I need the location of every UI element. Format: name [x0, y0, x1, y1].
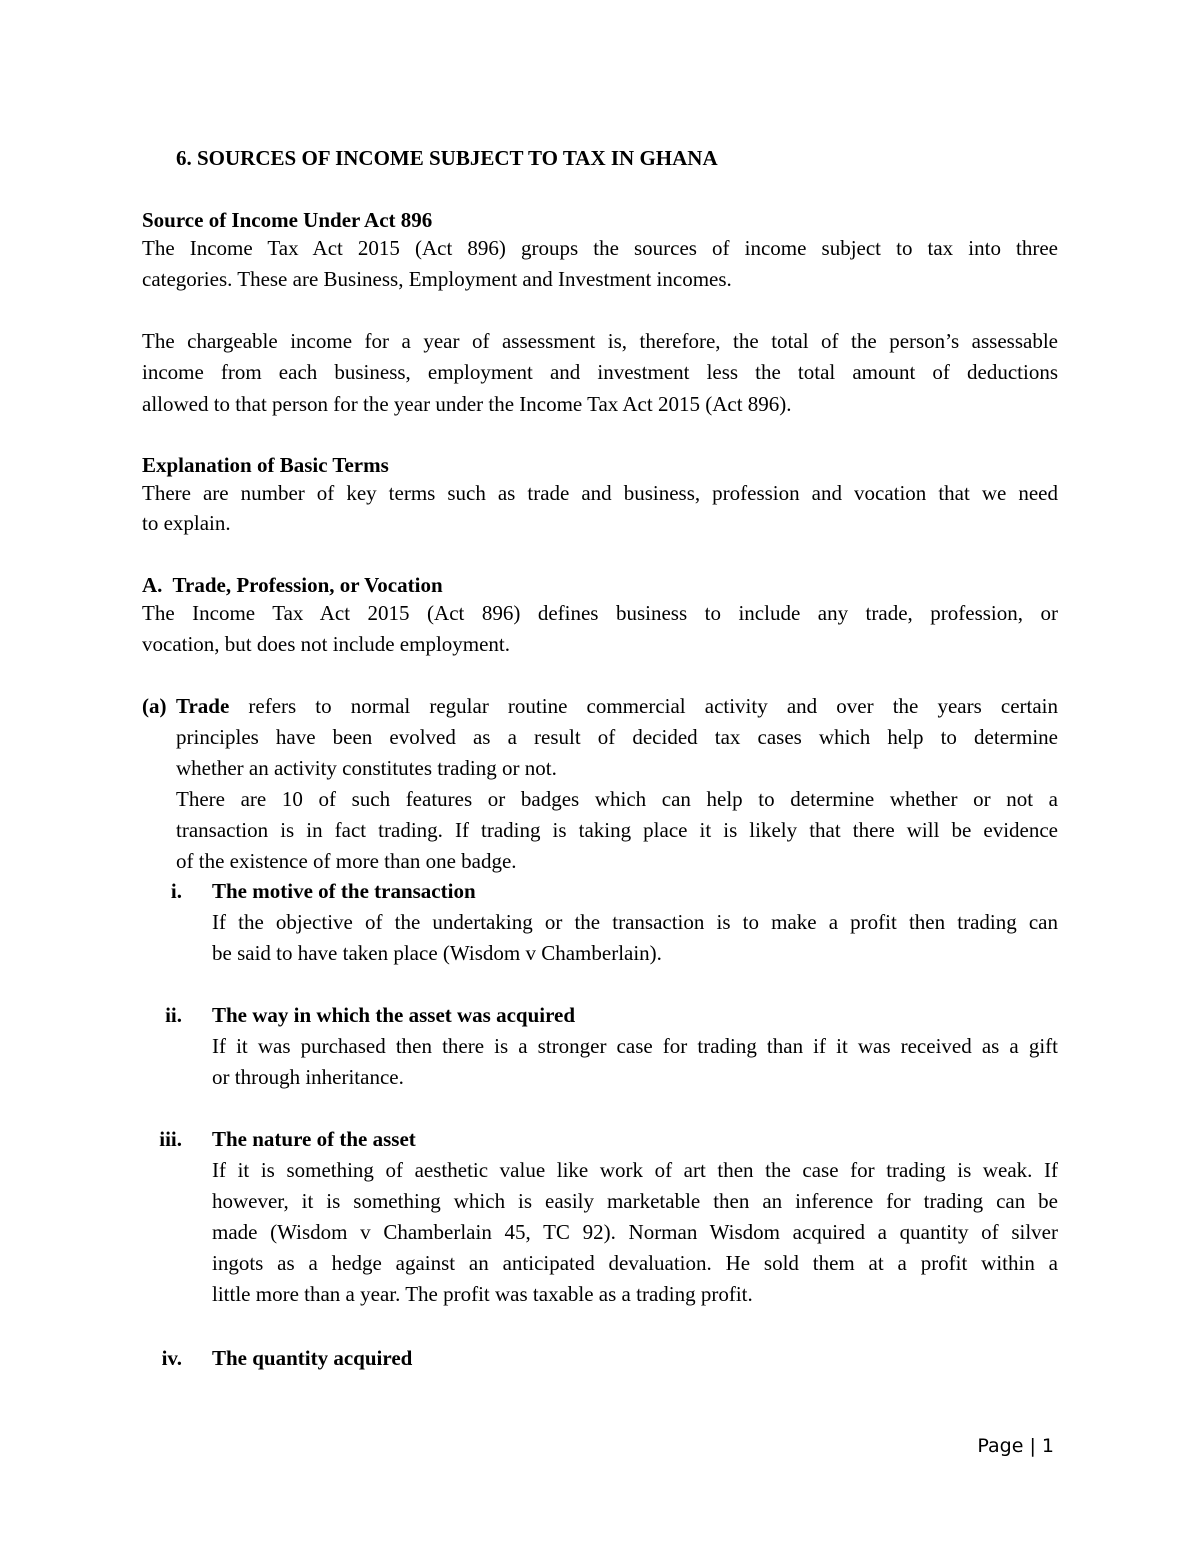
section-heading-text: Trade, Profession, or Vocation: [172, 573, 443, 597]
paragraph-line: The Income Tax Act 2015 (Act 896) defines business to include any trade, profession, or: [142, 601, 1058, 625]
list-item-line: There are 10 of such features or badges which can help to determine whether or not a: [176, 787, 1058, 811]
list-item-line: [176, 692, 1058, 720]
badge-heading: The quantity acquired: [212, 1346, 413, 1370]
badge-text-line: be said to have taken place (Wisdom v Chamberlain).: [212, 941, 662, 965]
paragraph-line: to explain.: [142, 511, 231, 535]
paragraph-line: The Income Tax Act 2015 (Act 896) groups the sources of income subject to tax into three: [142, 236, 1058, 260]
page-number: 1: [1041, 1435, 1054, 1457]
list-item-line: transaction is in fact trading. If trading is taking place it is likely that there will be evidence: [176, 818, 1058, 842]
badge-heading: The way in which the asset was acquired: [212, 1003, 576, 1027]
badge-numeral: iv.: [161, 1346, 182, 1370]
badge-numeral: ii.: [165, 1003, 182, 1027]
badge-heading: The motive of the transaction: [212, 879, 476, 903]
badge-text-line: If the objective of the undertaking or the transaction is to make a profit then trading can: [212, 910, 1058, 934]
paragraph-line: The chargeable income for a year of assessment is, therefore, the total of the person’s assessable: [142, 329, 1058, 353]
paragraph-line: vocation, but does not include employment.: [142, 632, 511, 656]
page-footer: [977, 1432, 1054, 1460]
section-heading-trade: [142, 571, 1058, 599]
badge-text-line: If it is something of aesthetic value like work of art then the case for trading is weak. If: [212, 1158, 1058, 1182]
paragraph-line: categories. These are Business, Employment and Investment incomes.: [142, 267, 732, 291]
badge-heading: The nature of the asset: [212, 1127, 416, 1151]
badge-text-line: ingots as a hedge against an anticipated devaluation. He sold them at a profit within a: [212, 1251, 1058, 1275]
list-item-line: whether an activity constitutes trading or not.: [176, 756, 557, 780]
badge-text-line: however, it is something which is easily marketable then an inference for trading can be: [212, 1189, 1058, 1213]
term-label: Trade: [176, 694, 230, 718]
section-heading-basic-terms: Explanation of Basic Terms: [142, 453, 389, 477]
paragraph-line: There are number of key terms such as trade and business, profession and vocation that we need: [142, 481, 1058, 505]
section-heading-source-of-income: Source of Income Under Act 896: [142, 208, 433, 232]
list-item-text: refers to normal regular routine commercial activity and over the years certain: [248, 694, 1059, 718]
paragraph-line: income from each business, employment and investment less the total amount of deductions: [142, 360, 1058, 384]
page-title: 6. SOURCES OF INCOME SUBJECT TO TAX IN GHANA: [176, 146, 718, 170]
list-marker: (a): [142, 694, 167, 718]
badge-text-line: made (Wisdom v Chamberlain 45, TC 92). Norman Wisdom acquired a quantity of silver: [212, 1220, 1058, 1244]
page-separator: |: [1029, 1435, 1036, 1457]
paragraph-line: allowed to that person for the year under the Income Tax Act 2015 (Act 896).: [142, 392, 792, 416]
list-item-line: of the existence of more than one badge.: [176, 849, 517, 873]
badge-numeral: i.: [170, 879, 182, 903]
badge-numeral: iii.: [159, 1127, 182, 1151]
page-label: Page: [977, 1435, 1024, 1457]
badge-text-line: little more than a year. The profit was taxable as a trading profit.: [212, 1282, 753, 1306]
badge-text-line: If it was purchased then there is a stronger case for trading than if it was received as a gift: [212, 1034, 1058, 1058]
section-label: A.: [142, 573, 163, 597]
list-item-line: principles have been evolved as a result of decided tax cases which help to determine: [176, 725, 1058, 749]
badge-text-line: or through inheritance.: [212, 1065, 404, 1089]
